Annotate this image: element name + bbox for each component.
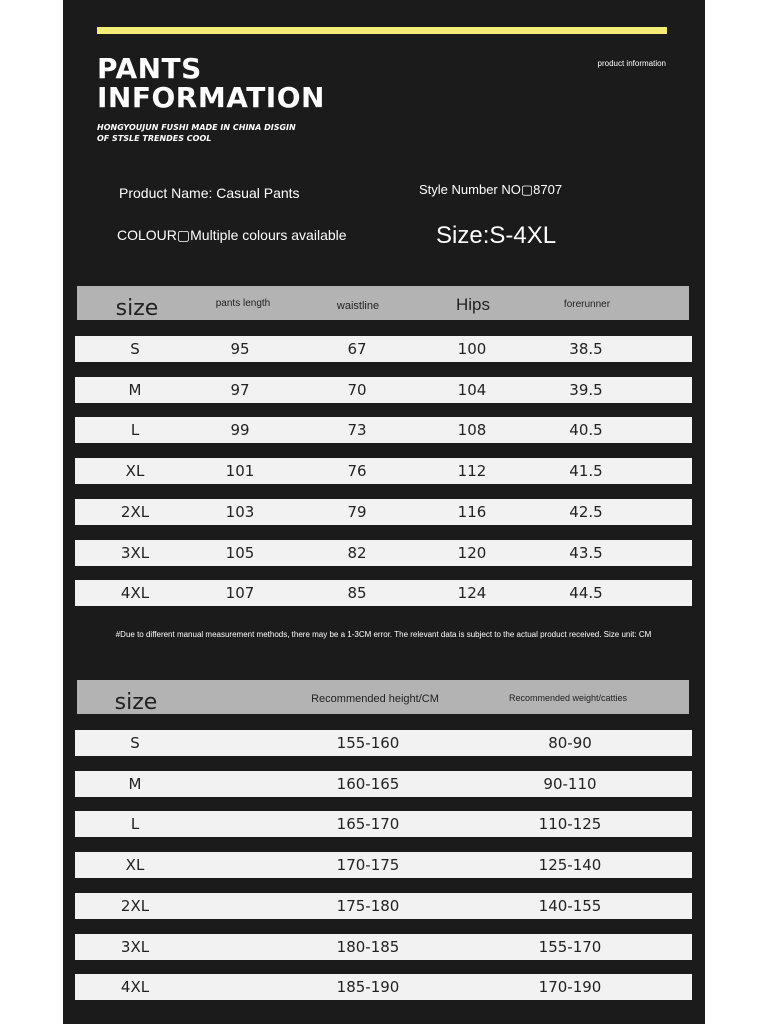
recommend-row-cell: 165-170 — [336, 815, 400, 834]
recommend-row — [75, 811, 692, 837]
measure-row-cell: 104 — [457, 380, 487, 399]
measure-row-cell: 100 — [457, 340, 487, 358]
recommend-row-cell: 3XL — [120, 937, 150, 956]
header-hips: Hips — [455, 295, 491, 314]
measure-row-cell: 103 — [225, 502, 255, 521]
measure-row-cell: 44.5 — [569, 584, 603, 603]
recommend-table-header — [77, 680, 689, 714]
recommend-row — [75, 730, 692, 756]
recommend-row-cell: XL — [125, 856, 145, 875]
measure-row-cell: 79 — [347, 502, 367, 521]
recommend-row-cell: 4XL — [120, 978, 150, 997]
measure-row — [75, 499, 692, 525]
recommend-row — [75, 934, 692, 960]
measure-row-cell: 82 — [347, 543, 367, 562]
recommend-row-cell: 2XL — [120, 896, 150, 915]
page-title-line2: INFORMATION — [97, 81, 325, 114]
recommend-row-cell: 170-190 — [538, 978, 602, 997]
measure-row — [75, 336, 692, 362]
measure-row-cell: 42.5 — [569, 502, 603, 521]
measure-row-cell: 2XL — [120, 502, 150, 521]
measure-row-cell: 40.5 — [569, 421, 603, 440]
measure-row-cell: 108 — [457, 421, 487, 440]
recommend-row — [75, 974, 692, 1000]
header-size: size — [115, 296, 159, 321]
measure-row — [75, 458, 692, 484]
measure-row — [75, 377, 692, 403]
recommend-row-cell: 155-170 — [538, 937, 602, 956]
recommend-row-cell: 180-185 — [336, 937, 400, 956]
recommend-row-cell: 125-140 — [538, 856, 602, 875]
header-recommended-weight: Recommended weight/catties — [508, 693, 628, 703]
recommend-row-cell: 80-90 — [548, 734, 592, 752]
recommend-row-cell: 155-160 — [336, 734, 400, 752]
measure-row-cell: 70 — [347, 380, 367, 399]
measure-row — [75, 540, 692, 566]
page-title-line1: PANTS — [97, 52, 202, 85]
measure-row-cell: 120 — [457, 543, 487, 562]
recommend-row-cell: L — [130, 815, 140, 834]
product-name: Product Name: Casual Pants — [119, 185, 300, 201]
measure-row-cell: 73 — [347, 421, 367, 440]
recommend-row-cell: 140-155 — [538, 896, 602, 915]
recommend-row — [75, 893, 692, 919]
measure-row-cell: 3XL — [120, 543, 150, 562]
header-recommended-height: Recommended height/CM — [311, 693, 439, 705]
header-pants-length: pants length — [215, 298, 271, 309]
measure-row-cell: 41.5 — [569, 462, 603, 481]
recommend-row-cell: 90-110 — [543, 774, 597, 793]
measure-row-cell: 4XL — [120, 584, 150, 603]
measure-row-cell: 76 — [347, 462, 367, 481]
header-size-recommend: size — [114, 690, 158, 715]
measure-row-cell: 85 — [347, 584, 367, 603]
header-forerunner: forerunner — [563, 299, 611, 310]
recommend-row-cell: 110-125 — [538, 815, 602, 834]
recommend-row — [75, 852, 692, 878]
measure-row-cell: 116 — [457, 502, 487, 521]
recommend-row-cell: 175-180 — [336, 896, 400, 915]
measure-row-cell: 38.5 — [569, 340, 603, 358]
measurement-note: #Due to different manual measurement methods, there may be a 1-3CM error. The relevant data is subject to the actual product received. Size unit: CM — [115, 630, 652, 639]
measure-row-cell: M — [128, 380, 142, 399]
measure-row-cell: 97 — [230, 380, 250, 399]
style-number: Style Number NO▢8707 — [419, 182, 563, 197]
measure-row-cell: 43.5 — [569, 543, 603, 562]
measure-row-cell: XL — [125, 462, 145, 481]
size-range: Size:S-4XL — [436, 222, 557, 249]
recommend-row-cell: 160-165 — [336, 774, 400, 793]
measure-row-cell: 124 — [457, 584, 487, 603]
measure-row — [75, 580, 692, 606]
measure-row-cell: 99 — [230, 421, 250, 440]
measure-row — [75, 417, 692, 443]
recommend-row-cell: M — [128, 774, 142, 793]
measure-row-cell: 107 — [225, 584, 255, 603]
measure-row-cell: 39.5 — [569, 380, 603, 399]
measure-row-cell: 105 — [225, 543, 255, 562]
product-info-label: product information — [597, 59, 666, 68]
accent-bar — [97, 27, 667, 34]
header-waistline: waistline — [336, 300, 380, 312]
measure-row-cell: 67 — [347, 340, 367, 358]
measure-row-cell: L — [130, 421, 140, 440]
measure-row-cell: S — [130, 340, 140, 358]
measure-table-header — [77, 286, 689, 320]
recommend-row-cell: S — [130, 734, 140, 752]
subtitle-line1: HONGYOUJUN FUSHI MADE IN CHINA DISGIN — [97, 123, 296, 132]
colour-info: COLOUR▢Multiple colours available — [117, 227, 347, 243]
recommend-row-cell: 170-175 — [336, 856, 400, 875]
measure-row-cell: 95 — [230, 340, 250, 358]
recommend-row-cell: 185-190 — [336, 978, 400, 997]
measure-row-cell: 101 — [225, 462, 255, 481]
recommend-row — [75, 771, 692, 797]
subtitle-line2: OF STSLE TRENDES COOL — [97, 134, 212, 143]
measure-row-cell: 112 — [457, 462, 487, 481]
